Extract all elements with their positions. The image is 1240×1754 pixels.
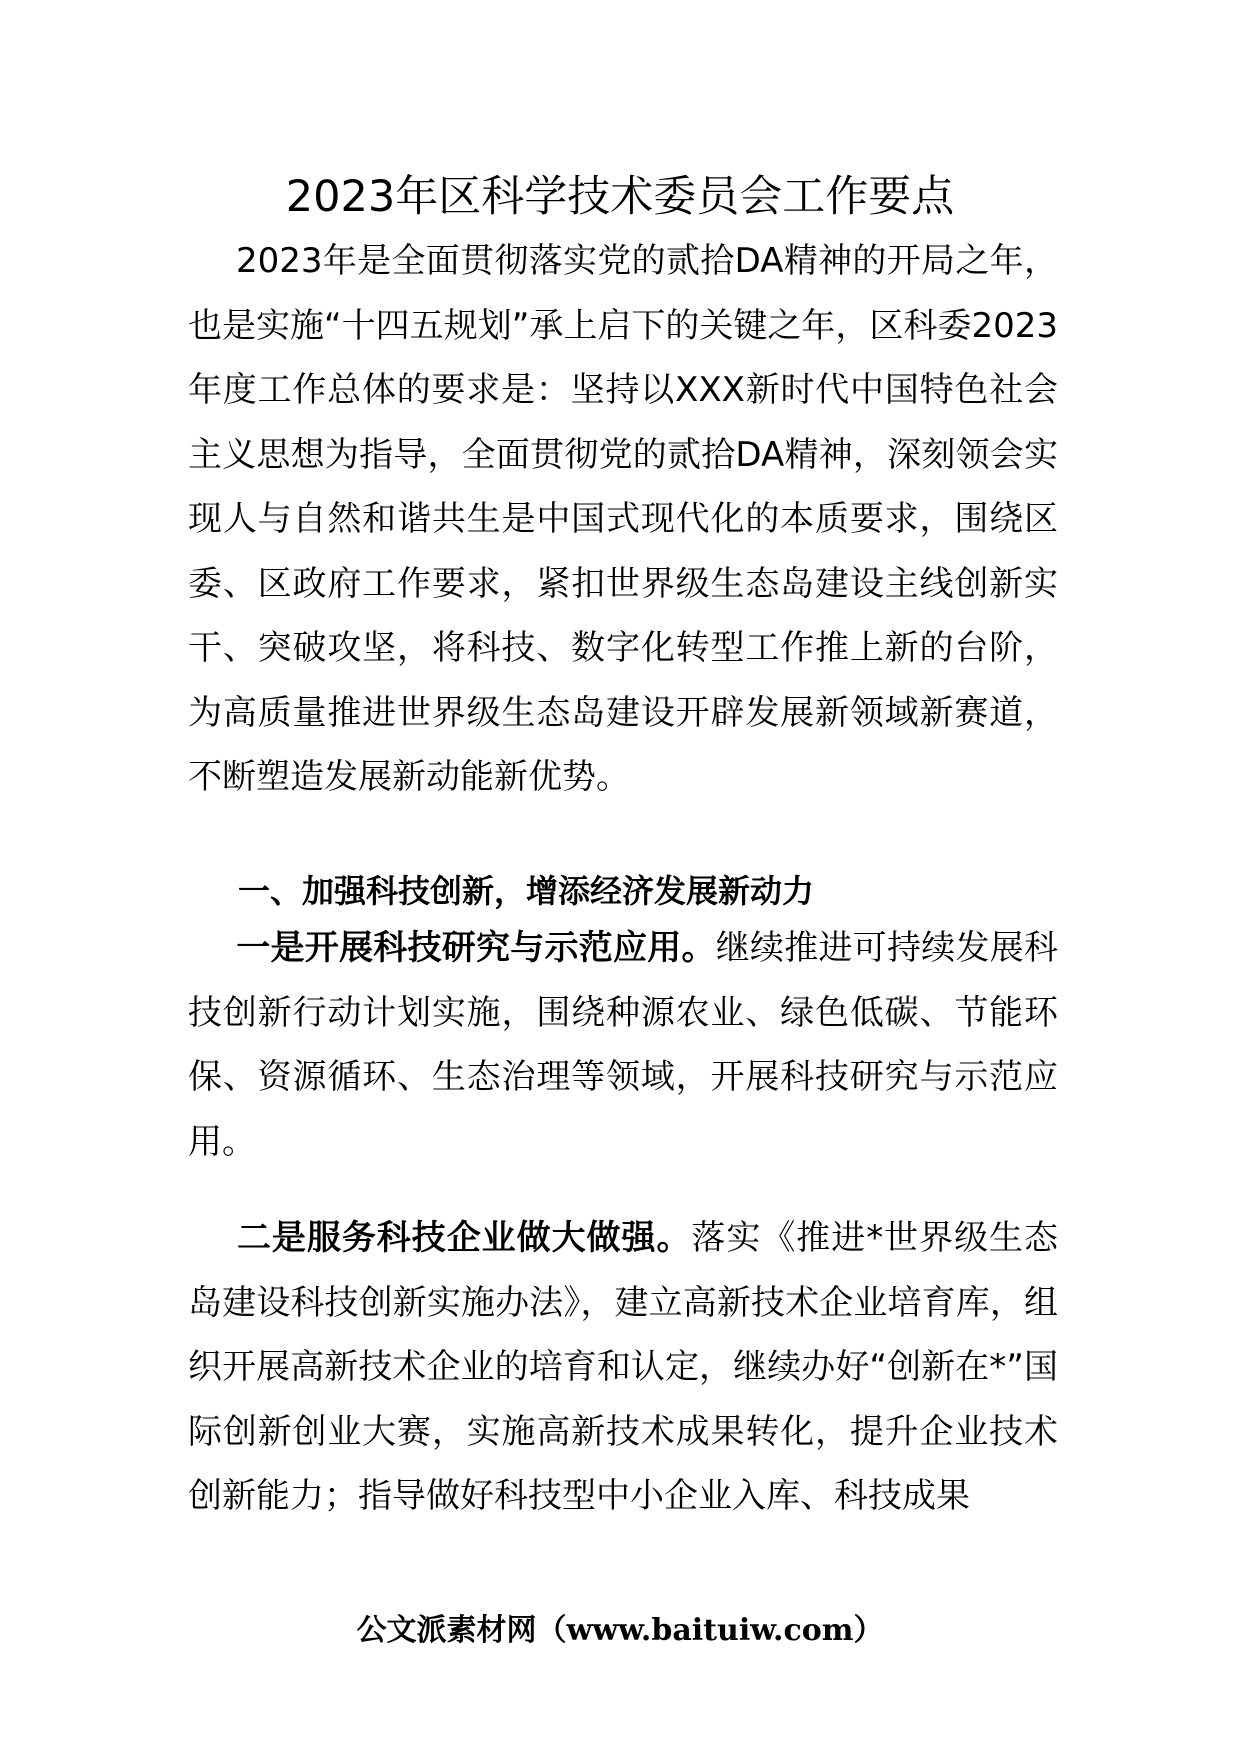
intro-text: 2023年是全面贯彻落实党的贰拾DA精神的开局之年，也是实施“十四五规划”承上启下的关键之年，区科委2023年度工作总体的要求是：坚持以XXX新时代中国特色社会主义思想为指导，全面贯彻党的贰拾DA精神，深刻领会实现人与自然和谐共生是中国式现代化的本质要求，围绕区委、区政府工作要求，紧扣世界级生态岛建设主线创新实干、突破攻坚，将科技、数字化转型工作推上新的台阶，为高质量推进世界级生态岛建设开辟发展新领域新赛道，不断塑造发展新动能新优势。: [188, 241, 1058, 797]
item-paragraph-1: [188, 916, 1058, 1174]
item-lead-2: 二是服务科技企业做大做强。: [236, 1218, 692, 1258]
section-heading-1: 一、加强科技创新，增添经济发展新动力: [238, 872, 815, 910]
footer-watermark: 公文派素材网（www.baituiw.com）: [356, 1613, 884, 1648]
item-text-1: 继续推进可持续发展科技创新行动计划实施，围绕种源农业、绿色低碳、节能环保、资源循环、生态治理等领域，开展科技研究与示范应用。: [188, 928, 1058, 1162]
intro-paragraph: [188, 229, 1058, 810]
document-title: 2023年区科学技术委员会工作要点: [285, 172, 955, 222]
item-paragraph-2: [188, 1206, 1058, 1529]
item-text-2: 落实《推进*世界级生态岛建设科技创新实施办法》，建立高新技术企业培育库，组织开展高新技术企业的培育和认定，继续办好“创新在*”国际创新创业大赛，实施高新技术成果转化，提升企业技术创新能力；指导做好科技型中小企业入库、科技成果: [188, 1218, 1059, 1516]
item-lead-1: 一是开展科技研究与示范应用。: [236, 928, 716, 968]
